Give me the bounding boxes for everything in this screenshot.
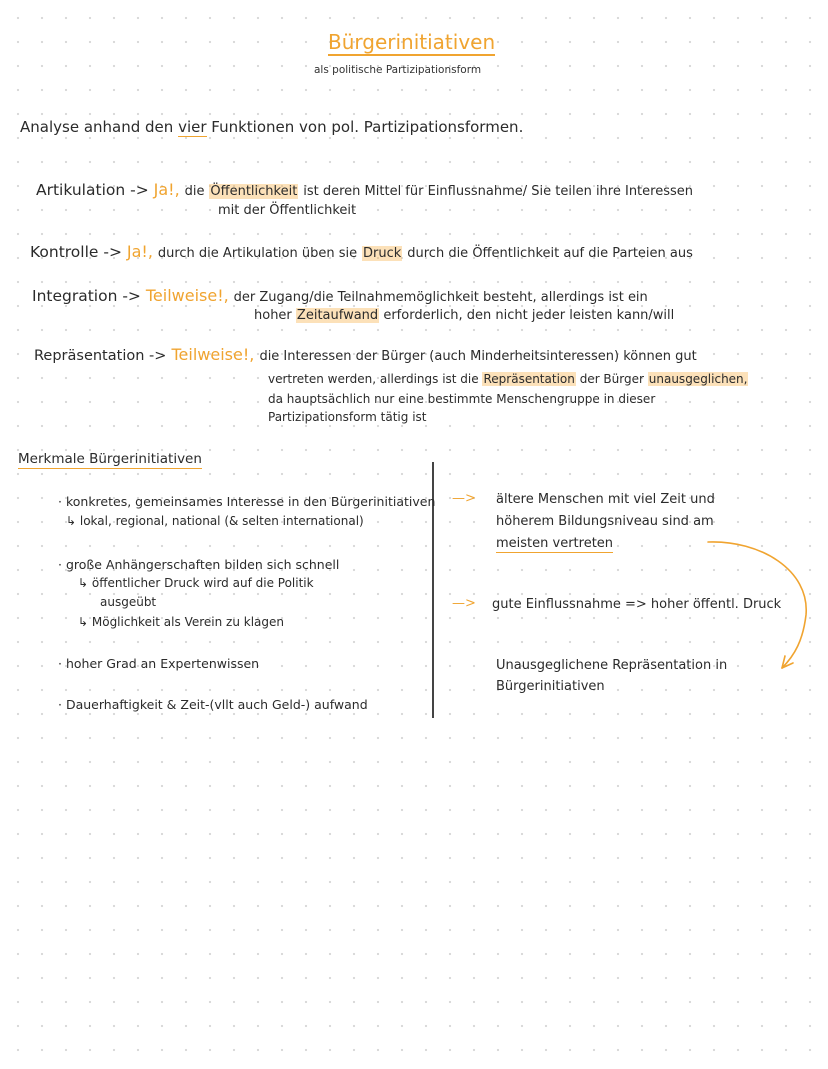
merkmal-text-1: konkretes, gemeinsames Interesse in den Bürgerinitiativen	[65, 494, 436, 509]
intro-highlight: vier	[178, 118, 207, 136]
merkmal-sub-2-3: ↳ Möglichkeit als Verein zu klagen	[78, 615, 284, 629]
curved-arrow-icon	[690, 530, 820, 680]
repraesentation-highlight-2: unausgeglichen,	[648, 372, 748, 386]
artikulation-text-1: die	[184, 184, 205, 199]
right-note-1-line-1: ältere Menschen mit viel Zeit und	[496, 492, 715, 507]
merkmal-sub-2-1: ↳ öffentlicher Druck wird auf die Politik	[78, 576, 314, 590]
artikulation-text-2: ist deren Mittel für Einflussnahme/ Sie teilen ihre Interessen	[303, 184, 693, 199]
artikulation-line-2: mit der Öffentlichkeit	[218, 203, 357, 218]
artikulation-verdict: Ja!,	[153, 180, 180, 199]
right-arrow-2-icon: —>	[452, 596, 476, 611]
repraesentation-line-1: die Interessen der Bürger (auch Minderheitsinteressen) können gut	[259, 349, 697, 364]
right-note-2: gute Einflussnahme => hoher öffentl. Druck	[492, 597, 782, 612]
artikulation-highlight: Öffentlichkeit	[210, 184, 298, 199]
repraesentation-line-3: da hauptsächlich nur eine bestimmte Menschengruppe in dieser	[268, 392, 656, 406]
integration-line-2b: erforderlich, den nicht jeder leisten kann/will	[383, 308, 675, 323]
merkmal-text-3: hoher Grad an Expertenwissen	[65, 656, 260, 671]
integration-highlight: Zeitaufwand	[296, 308, 379, 323]
repraesentation-line-2a: vertreten werden, allerdings ist die	[268, 372, 479, 386]
artikulation-label: Artikulation ->	[36, 181, 149, 199]
kontrolle-text-1: durch die Artikulation üben sie	[157, 246, 358, 261]
right-note-1-line-3: meisten vertreten	[496, 536, 614, 551]
kontrolle-text-2: durch die Öffentlichkeit auf die Parteien aus	[407, 246, 693, 261]
kontrolle-highlight: Druck	[363, 246, 402, 261]
merkmal-sub-1-1: ↳ lokal, regional, national (& selten international)	[66, 514, 364, 528]
integration-line-2	[254, 308, 674, 323]
merkmale-heading: Merkmale Bürgerinitiativen	[18, 451, 202, 467]
repraesentation-line-2	[268, 372, 748, 386]
repraesentation-line-2b: der Bürger	[579, 372, 644, 386]
merkmal-text-2: große Anhängerschaften bilden sich schnell	[65, 557, 340, 572]
merkmal-item-1: · konkretes, gemeinsames Interesse in den Bürgerinitiativen	[58, 494, 436, 509]
repraesentation-verdict: Teilweise!,	[171, 345, 255, 364]
function-artikulation	[36, 180, 693, 199]
function-repraesentation	[34, 345, 697, 364]
intro-before: Analyse anhand den	[20, 118, 174, 136]
right-conclusion-line-2: Bürgerinitiativen	[496, 679, 605, 694]
repraesentation-highlight-1: Repräsentation	[483, 372, 575, 386]
intro-line	[20, 118, 523, 136]
kontrolle-label: Kontrolle ->	[30, 243, 122, 261]
merkmal-item-2: · große Anhängerschaften bilden sich schnell	[58, 557, 340, 572]
merkmal-text-4: Dauerhaftigkeit & Zeit-(vllt auch Geld-) aufwand	[65, 697, 368, 712]
right-conclusion-line-1: Unausgeglichene Repräsentation in	[496, 658, 728, 673]
merkmal-item-3: · hoher Grad an Expertenwissen	[58, 656, 260, 671]
right-note-1-line-2: höherem Bildungsniveau sind am	[496, 514, 714, 529]
integration-line-2a: hoher	[254, 308, 292, 323]
integration-label: Integration ->	[32, 287, 141, 305]
function-kontrolle	[30, 242, 693, 261]
kontrolle-verdict: Ja!,	[126, 242, 153, 261]
integration-line-1: der Zugang/die Teilnahmemöglichkeit besteht, allerdings ist ein	[233, 290, 648, 305]
intro-after: Funktionen von pol. Partizipationsformen.	[211, 118, 524, 136]
repraesentation-label: Repräsentation ->	[34, 348, 167, 364]
right-arrow-icon: —>	[452, 491, 476, 506]
page-subtitle: als politische Partizipationsform	[314, 64, 482, 76]
function-integration	[32, 286, 648, 305]
integration-verdict: Teilweise!,	[145, 286, 229, 305]
repraesentation-line-4: Partizipationsform tätig ist	[268, 410, 427, 424]
merkmal-item-4: · Dauerhaftigkeit & Zeit-(vllt auch Geld-) aufwand	[58, 697, 368, 712]
page-title: Bürgerinitiativen	[328, 30, 496, 54]
merkmal-sub-2-2: ausgeübt	[100, 595, 157, 609]
